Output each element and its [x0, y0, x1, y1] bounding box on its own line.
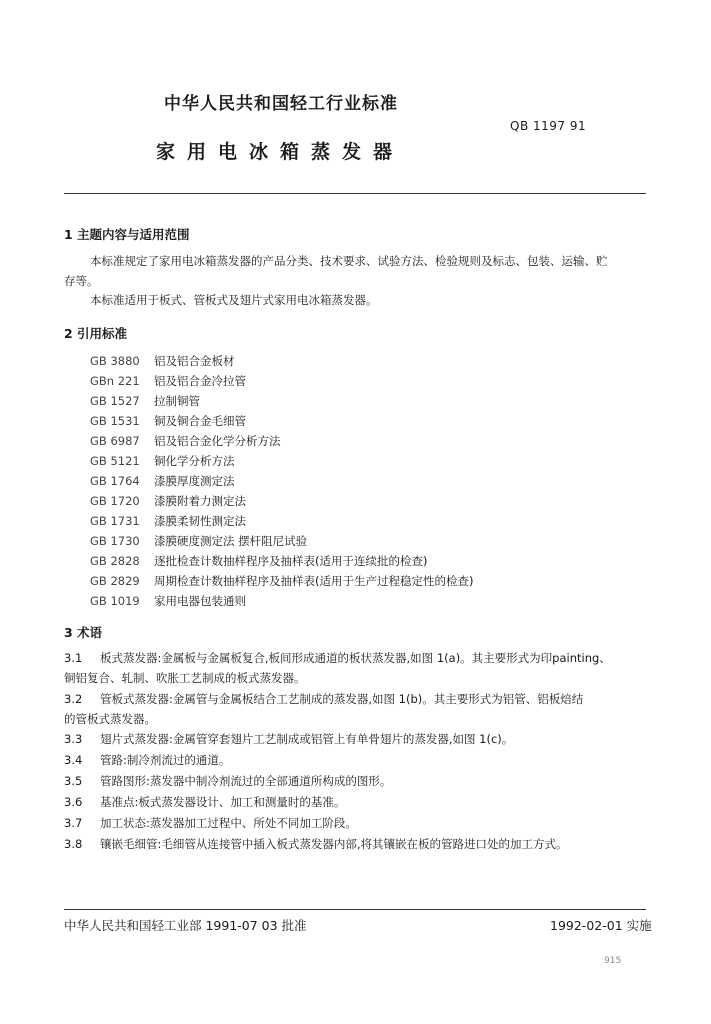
term-definition: [64, 834, 568, 854]
reference-title: 铝及铝合金冷拉管: [154, 374, 246, 388]
reference-item: [90, 413, 246, 429]
reference-title: 铜及铜合金毛细管: [154, 414, 246, 428]
reference-title: 漆膜厚度测定法: [154, 474, 235, 488]
reference-code: GB 5121: [90, 454, 140, 468]
reference-code: GB 2829: [90, 574, 140, 588]
footer-divider: [64, 909, 646, 910]
term-number: 3.2: [64, 692, 83, 706]
term-text: 翅片式蒸发器:金属管穿套翅片工艺制成或铝管上有单骨翅片的蒸发器,如图 1(c)。: [100, 732, 514, 746]
reference-title: 逐批检查计数抽样程序及抽样表(适用于连续批的检查): [154, 554, 428, 568]
reference-item: [90, 393, 200, 409]
reference-title: 漆膜柔韧性测定法: [154, 514, 246, 528]
term-number: 3.1: [64, 651, 83, 665]
term-number: 3.5: [64, 774, 83, 788]
approval-line: 中华人民共和国轻工业部 1991-07 03 批准: [64, 918, 307, 933]
section-1-para-1-line-2: 存等。: [64, 274, 99, 288]
term-definition: [64, 648, 611, 668]
reference-title: 漆膜附着力测定法: [154, 494, 246, 508]
standard-code: QB 1197 91: [510, 119, 587, 133]
reference-title: 漆膜硬度测定法 摆杆阻尼试验: [154, 534, 308, 548]
reference-code: GB 1531: [90, 414, 140, 428]
reference-code: GBn 221: [90, 374, 140, 388]
term-definition: [64, 813, 357, 833]
section-2-heading: 2 引用标准: [64, 326, 128, 341]
reference-item: [90, 573, 473, 589]
reference-code: GB 1764: [90, 474, 140, 488]
term-definition-continued: [64, 668, 306, 688]
term-number: 3.7: [64, 816, 83, 830]
term-definition: [64, 750, 230, 770]
term-text: 管路图形:蒸发器中制冷剂流过的全部通道所构成的图形。: [100, 774, 392, 788]
term-text: 铜铝复合、轧制、吹胀工艺制成的板式蒸发器。: [64, 671, 306, 685]
reference-item: [90, 593, 246, 609]
reference-item: [90, 553, 427, 569]
section-3-heading: 3 术语: [64, 625, 103, 640]
term-text: 管板式蒸发器:金属管与金属板结合工艺制成的蒸发器,如图 1(b)。其主要形式为铝管、铝板焙结: [100, 692, 584, 706]
reference-item: [90, 513, 246, 529]
term-text: 镶嵌毛细管:毛细管从连接管中插入板式蒸发器内部,将其镶嵌在板的管路进口处的加工方式。: [100, 837, 568, 851]
term-number: 3.6: [64, 795, 83, 809]
reference-code: GB 3880: [90, 354, 140, 368]
reference-code: GB 1527: [90, 394, 140, 408]
reference-item: [90, 373, 246, 389]
section-1-heading: 1 主题内容与适用范围: [64, 227, 190, 242]
reference-code: GB 1731: [90, 514, 140, 528]
reference-title: 周期检查计数抽样程序及抽样表(适用于生产过程稳定性的检查): [154, 574, 474, 588]
reference-title: 铝及铝合金板材: [154, 354, 235, 368]
term-definition: [64, 729, 513, 749]
term-text: 加工状态:蒸发器加工过程中、所处不同加工阶段。: [100, 816, 357, 830]
reference-item: [90, 353, 235, 369]
term-number: 3.8: [64, 837, 83, 851]
term-definition-continued: [64, 709, 156, 729]
term-text: 的管板式蒸发器。: [64, 712, 156, 726]
term-number: 3.3: [64, 732, 83, 746]
reference-title: 拉制铜管: [154, 394, 200, 408]
term-definition: [64, 689, 583, 709]
term-text: 板式蒸发器:金属板与金属板复合,板间形成通道的板状蒸发器,如图 1(a)。其主要形式为印painting、: [100, 651, 611, 665]
section-1-para-2: 本标准适用于板式、管板式及翅片式家用电冰箱蒸发器。: [90, 293, 378, 307]
section-1-para-1-line-1: 本标准规定了家用电冰箱蒸发器的产品分类、技术要求、试验方法、检验规则及标志、包装、运输、贮: [90, 254, 608, 268]
document-title: 家用电冰箱蒸发器: [156, 141, 405, 163]
reference-title: 家用电器包装通则: [154, 594, 246, 608]
header-divider: [64, 193, 646, 194]
reference-item: [90, 453, 235, 469]
effective-date: 1992-02-01 实施: [550, 918, 652, 933]
term-definition: [64, 792, 345, 812]
issuing-organization: 中华人民共和国轻工行业标准: [164, 94, 398, 114]
reference-code: GB 6987: [90, 434, 140, 448]
reference-item: [90, 433, 281, 449]
term-number: 3.4: [64, 753, 83, 767]
reference-item: [90, 493, 246, 509]
reference-code: GB 1019: [90, 594, 140, 608]
reference-code: GB 2828: [90, 554, 140, 568]
reference-code: GB 1730: [90, 534, 140, 548]
reference-title: 铝及铝合金化学分析方法: [154, 434, 281, 448]
term-definition: [64, 771, 391, 791]
reference-code: GB 1720: [90, 494, 140, 508]
reference-item: [90, 533, 307, 549]
page-number: 915: [604, 956, 622, 966]
reference-title: 铜化学分析方法: [154, 454, 235, 468]
reference-item: [90, 473, 235, 489]
term-text: 基准点:板式蒸发器设计、加工和测量时的基准。: [100, 795, 346, 809]
term-text: 管路:制冷剂流过的通道。: [100, 753, 231, 767]
